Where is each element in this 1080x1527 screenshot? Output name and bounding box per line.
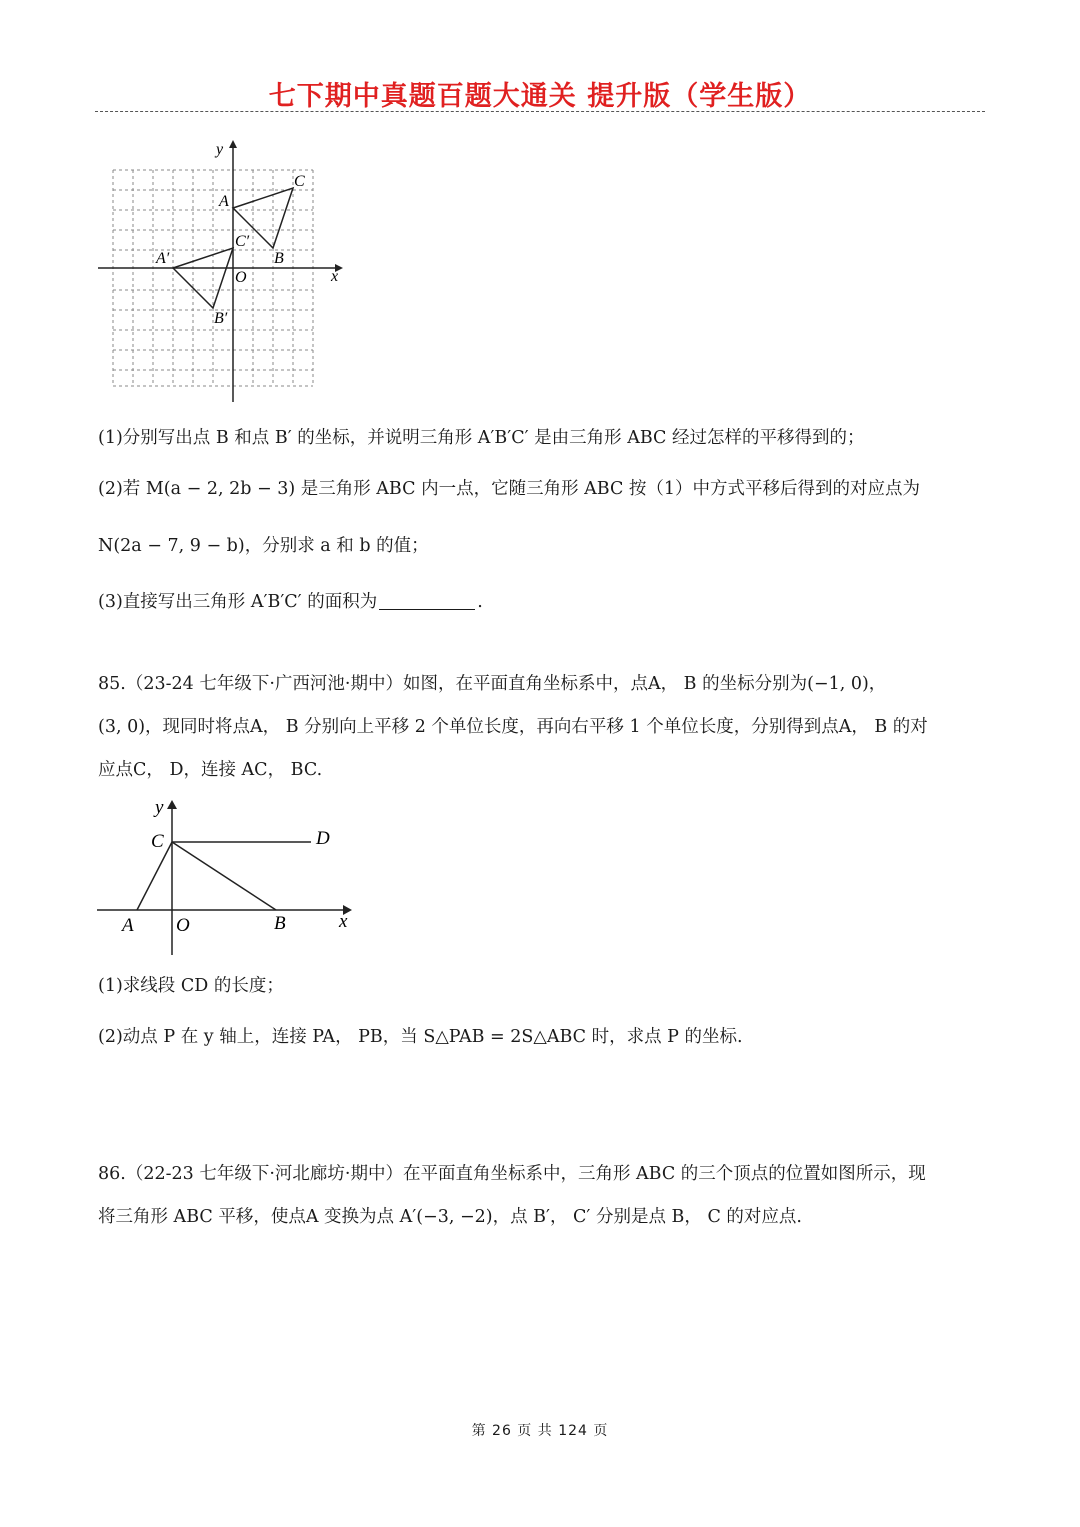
q85-line2: (3, 0)，现同时将点A， B 分别向上平移 2 个单位长度，再向右平移 1 个单位长度，分别得到点A， B 的对 [98, 717, 928, 737]
q84-part3-prefix: (3)直接写出三角形 A′B′C′ 的面积为 [98, 592, 378, 612]
answer-blank[interactable] [379, 591, 475, 610]
label-c: C [151, 831, 164, 852]
q84-part3 [98, 591, 483, 612]
triangle-a1b1c1 [173, 248, 233, 308]
x-axis-label: x [339, 911, 348, 932]
q85-part2: (2)动点 P 在 y 轴上，连接 PA， PB，当 S△PAB = 2S△ABC 时，求点 P 的坐标. [98, 1027, 743, 1047]
q84-part3-suffix: . [477, 592, 483, 612]
y-axis-label: y [155, 797, 164, 818]
page-number: 第 26 页 共 124 页 [471, 1423, 609, 1439]
label-a-prime: A′ [156, 250, 170, 267]
label-a: A [122, 915, 134, 936]
figure-1-translation-grid [95, 136, 355, 406]
grid-lines [113, 170, 313, 386]
y-axis-label: y [216, 141, 224, 158]
label-d: D [316, 828, 330, 849]
y-axis-arrow [167, 800, 177, 809]
q86-line2: 将三角形 ABC 平移，使点A 变换为点 A′(−3, −2)，点 B′， C′ 分别是点 B， C 的对应点. [98, 1207, 802, 1227]
label-b: B [274, 250, 284, 267]
label-c: C [294, 173, 305, 190]
q85-line3: 应点C， D，连接 AC， BC. [98, 760, 323, 780]
figure-2-coordinate-diagram [95, 795, 360, 960]
q86-line1: 86.（22-23 七年级下·河北廊坊·期中）在平面直角坐标系中，三角形 ABC 的三个顶点的位置如图所示，现 [98, 1164, 926, 1184]
q84-part2-line2: N(2a − 7, 9 − b)，分别求 a 和 b 的值； [98, 536, 429, 556]
page-header-title: 七下期中真题百题大通关 提升版（学生版） [268, 81, 812, 112]
q85-line1: 85.（23-24 七年级下·广西河池·期中）如图，在平面直角坐标系中，点A， B 的坐标分别为(−1, 0)， [98, 674, 887, 694]
origin-label: O [176, 915, 190, 936]
label-b-prime: B′ [214, 310, 228, 327]
x-axis-label: x [331, 268, 339, 285]
label-c-prime: C′ [235, 233, 250, 250]
q85-part1: (1)求线段 CD 的长度； [98, 976, 284, 996]
label-b: B [274, 913, 286, 934]
q84-part1: (1)分别写出点 B 和点 B′ 的坐标，并说明三角形 A′B′C′ 是由三角形 ABC 经过怎样的平移得到的； [98, 428, 865, 448]
segment-bc [172, 842, 276, 910]
header-divider [95, 111, 985, 112]
origin-label: O [235, 269, 247, 286]
segment-ac [137, 842, 172, 910]
q84-part2-line1: (2)若 M(a − 2, 2b − 3) 是三角形 ABC 内一点，它随三角形 ABC 按（1）中方式平移后得到的对应点为 [98, 479, 921, 499]
label-a: A [219, 193, 229, 210]
y-axis-arrow [229, 140, 237, 148]
